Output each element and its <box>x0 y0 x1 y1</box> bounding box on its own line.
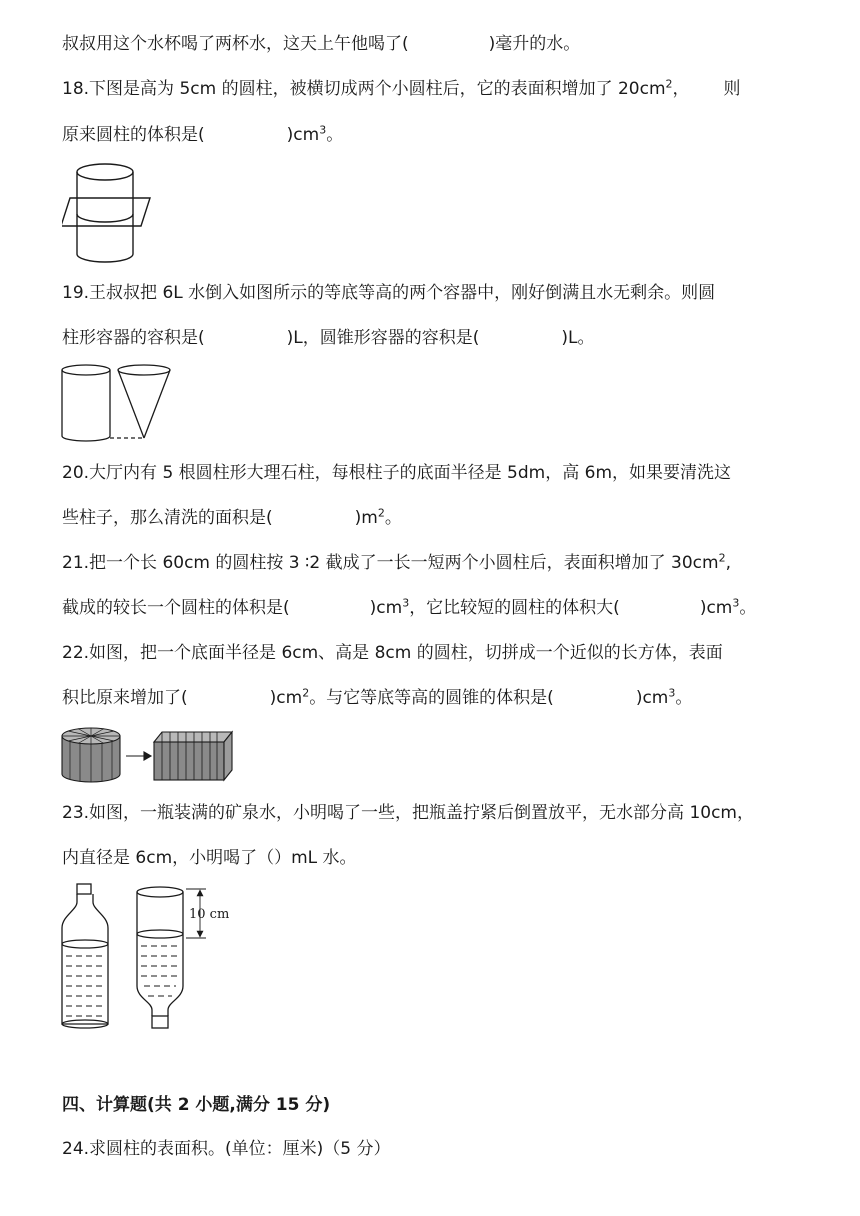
q18-end1: ， <box>672 79 690 99</box>
q22-text2c: 。与它等底等高的圆锥的体积是( <box>309 688 554 708</box>
q22-text2b: )cm <box>269 688 303 708</box>
q19-text2b: )L，圆锥形容器的容积是( <box>286 328 480 348</box>
q23-text1: 23.如图，一瓶装满的矿泉水，小明喝了一些，把瓶盖拧紧后倒置放平，无水部分高 10cm， <box>62 803 754 823</box>
q21-text1: 21.把一个长 60cm 的圆柱按 3 ∶2 截成了一长一短两个小圆柱后，表面积增加了 30cm <box>62 553 719 573</box>
q20-text2a: 些柱子，那么清洗的面积是( <box>62 508 273 528</box>
q19-figure <box>58 362 178 444</box>
q17-after: )毫升的水。 <box>488 34 581 54</box>
q18-end2: 。 <box>326 125 344 145</box>
q22-line2 <box>62 686 692 710</box>
q23-text2: 内直径是 6cm，小明喝了（）mL 水。 <box>62 848 357 868</box>
q18-line1 <box>62 77 741 101</box>
q21-end1: , <box>725 553 731 573</box>
q19-line1 <box>62 281 715 305</box>
q17-line <box>62 32 580 56</box>
q21-text2b: )cm <box>369 598 403 618</box>
q20-end: 。 <box>384 508 402 528</box>
q21-text2d: )cm <box>699 598 733 618</box>
q20-text2b: )m <box>354 508 378 528</box>
q22-line1 <box>62 641 723 665</box>
q20-line2 <box>62 506 402 530</box>
q23-line2 <box>62 846 357 870</box>
q17-text: 叔叔用这个水杯喝了两杯水，这天上午他喝了( <box>62 34 409 54</box>
q20-line1 <box>62 461 731 485</box>
q22-text2d: )cm <box>635 688 669 708</box>
q23-figure <box>58 882 248 1032</box>
q21-line1 <box>62 551 731 575</box>
q19-text2c: )L。 <box>561 328 595 348</box>
q22-text2a: 积比原来增加了( <box>62 688 188 708</box>
q18-text1: 18.下图是高为 5cm 的圆柱，被横切成两个小圆柱后，它的表面积增加了 20cm <box>62 79 666 99</box>
q21-text2c: ，它比较短的圆柱的体积大( <box>409 598 620 618</box>
q22-sup1: 2 <box>302 686 310 700</box>
q22-figure <box>60 722 240 784</box>
q22-text1: 22.如图，把一个底面半径是 6cm、高是 8cm 的圆柱，切拼成一个近似的长方体，表面 <box>62 643 723 663</box>
q22-end2: 。 <box>675 688 693 708</box>
q22-sup2: 3 <box>668 686 676 700</box>
q18-tail: 则 <box>723 79 741 99</box>
q18-line2 <box>62 123 343 147</box>
q18-sup1: 2 <box>665 77 673 91</box>
q24-text1: 24.求圆柱的表面积。(单位：厘米)（5 分） <box>62 1139 391 1159</box>
q18-text2b: )cm <box>286 125 320 145</box>
q19-line2 <box>62 326 595 350</box>
q18-sup2: 3 <box>319 123 327 137</box>
q18-text2a: 原来圆柱的体积是( <box>62 125 205 145</box>
section-heading <box>62 1093 330 1117</box>
q19-text2a: 柱形容器的容积是( <box>62 328 205 348</box>
q23-dimension-label: 10 cm <box>189 907 230 922</box>
q21-text2a: 截成的较长一个圆柱的体积是( <box>62 598 290 618</box>
q23-line1 <box>62 801 754 825</box>
q21-end2: 。 <box>739 598 757 618</box>
q18-figure <box>62 160 152 264</box>
section-title: 四、计算题(共 2 小题,满分 15 分) <box>62 1095 331 1115</box>
q19-text1: 19.王叔叔把 6L 水倒入如图所示的等底等高的两个容器中，刚好倒满且水无剩余。则圆 <box>62 283 716 303</box>
q21-sup2: 3 <box>402 596 410 610</box>
q20-sup: 2 <box>377 506 385 520</box>
q21-sup1: 2 <box>718 551 726 565</box>
q24-line1 <box>62 1137 391 1161</box>
q20-text1: 20.大厅内有 5 根圆柱形大理石柱，每根柱子的底面半径是 5dm，高 6m，如果要清洗这 <box>62 463 732 483</box>
q21-sup3: 3 <box>732 596 740 610</box>
q21-line2 <box>62 596 756 620</box>
